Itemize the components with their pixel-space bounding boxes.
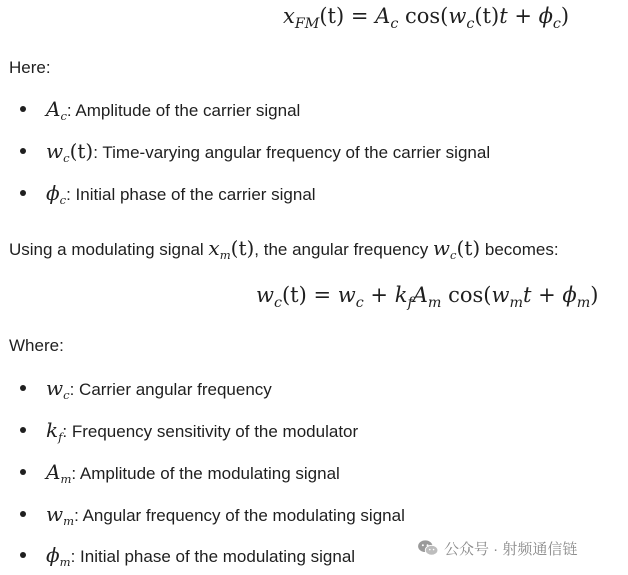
param-sub: m	[59, 555, 71, 570]
angular-frequency-equation	[256, 283, 598, 311]
param-symbol: w	[46, 139, 64, 163]
eq1-amp-sub: c	[390, 15, 399, 32]
eq1-plus: +	[507, 4, 539, 28]
modulation-sentence	[9, 236, 559, 262]
eq2-w: w	[337, 283, 356, 307]
sentence-part3: becomes:	[480, 240, 559, 259]
param-sub: c	[63, 151, 70, 166]
eq2-close: )	[590, 283, 599, 307]
eq2-amp: A	[412, 283, 428, 307]
param-sub: c	[60, 109, 67, 124]
eq2-lhs-var: w	[256, 283, 274, 307]
watermark-text: 公众号 · 射频通信链	[444, 540, 578, 558]
param-arg: (t)	[69, 139, 94, 163]
bullet-icon	[20, 148, 26, 154]
eq2-lhs-sub: c	[273, 294, 282, 311]
param-desc: : Initial phase of the modulating signal	[70, 547, 356, 566]
eq2-lhs-arg: (t) =	[281, 283, 338, 307]
param-desc: : Angular frequency of the modulating signal	[74, 506, 405, 525]
eq2-k: k	[394, 283, 408, 307]
bullet-icon	[20, 552, 26, 558]
eq2-wm-sub: m	[509, 294, 523, 311]
bullet-icon	[20, 385, 26, 391]
eq2-phi-sub: m	[576, 294, 591, 311]
wechat-icon	[417, 539, 439, 557]
eq2-amp-sub: m	[427, 294, 442, 311]
eq1-close: )	[560, 4, 570, 28]
eq2-plus1: +	[363, 283, 395, 307]
eq1-lhs-arg: (t) =	[319, 4, 376, 28]
eq1-lhs-var: x	[283, 4, 295, 28]
sentence-part1: Using a modulating signal	[9, 240, 209, 259]
bullet-icon	[20, 511, 26, 517]
bullet-icon	[20, 106, 26, 112]
param-desc: : Amplitude of the modulating signal	[71, 464, 340, 483]
eq1-phi-sub: c	[552, 15, 561, 32]
eq1-w-arg: (t)	[474, 4, 500, 28]
eq1-cos: cos(	[398, 4, 449, 28]
watermark	[417, 537, 577, 559]
param-desc: : Amplitude of the carrier signal	[66, 101, 301, 120]
param-symbol: ϕ	[46, 181, 60, 205]
eq1-t: t	[499, 4, 508, 28]
bullet-icon	[20, 190, 26, 196]
eq2-k-sub: f	[407, 294, 413, 311]
param-sub: f	[58, 430, 63, 445]
param-desc: : Carrier angular frequency	[69, 380, 272, 399]
param-sub: c	[63, 388, 70, 403]
param-symbol: A	[46, 97, 61, 121]
param-symbol: ϕ	[46, 543, 60, 567]
param-desc: : Frequency sensitivity of the modulator	[62, 422, 359, 441]
eq1-phi: ϕ	[538, 4, 553, 28]
sentence-sym1-arg: (t)	[230, 236, 255, 260]
eq2-w-sub: c	[355, 294, 364, 311]
sentence-part2: , the angular frequency	[254, 240, 433, 259]
param-sub: m	[63, 514, 75, 529]
param-symbol: w	[46, 376, 64, 400]
eq2-cos: cos(	[441, 283, 492, 307]
here-label: Here:	[9, 58, 51, 77]
sentence-sym2-arg: (t)	[456, 236, 481, 260]
bullet-icon	[20, 469, 26, 475]
sentence-sym2: w	[432, 236, 451, 260]
fm-signal-equation	[283, 4, 569, 32]
eq1-lhs-sub: FM	[294, 15, 320, 32]
eq2-t: t	[523, 283, 532, 307]
where-label: Where:	[9, 336, 64, 355]
param-desc: : Initial phase of the carrier signal	[66, 185, 316, 204]
param-symbol: k	[46, 418, 59, 442]
eq2-phi: ϕ	[562, 283, 577, 307]
bullet-icon	[20, 427, 26, 433]
param-desc: : Time-varying angular frequency of the carrier signal	[93, 143, 491, 162]
sentence-sym2-sub: c	[450, 248, 457, 263]
eq2-plus2: +	[531, 283, 563, 307]
param-sub: c	[59, 193, 67, 208]
eq1-w-sub: c	[466, 15, 475, 32]
sentence-sym1-sub: m	[219, 248, 231, 263]
param-symbol: A	[46, 460, 61, 484]
param-symbol: w	[46, 502, 64, 526]
eq1-w: w	[448, 4, 467, 28]
param-sub: m	[60, 472, 72, 487]
sentence-sym1: x	[208, 236, 220, 260]
eq1-amp: A	[375, 4, 391, 28]
eq2-wm: w	[491, 283, 510, 307]
